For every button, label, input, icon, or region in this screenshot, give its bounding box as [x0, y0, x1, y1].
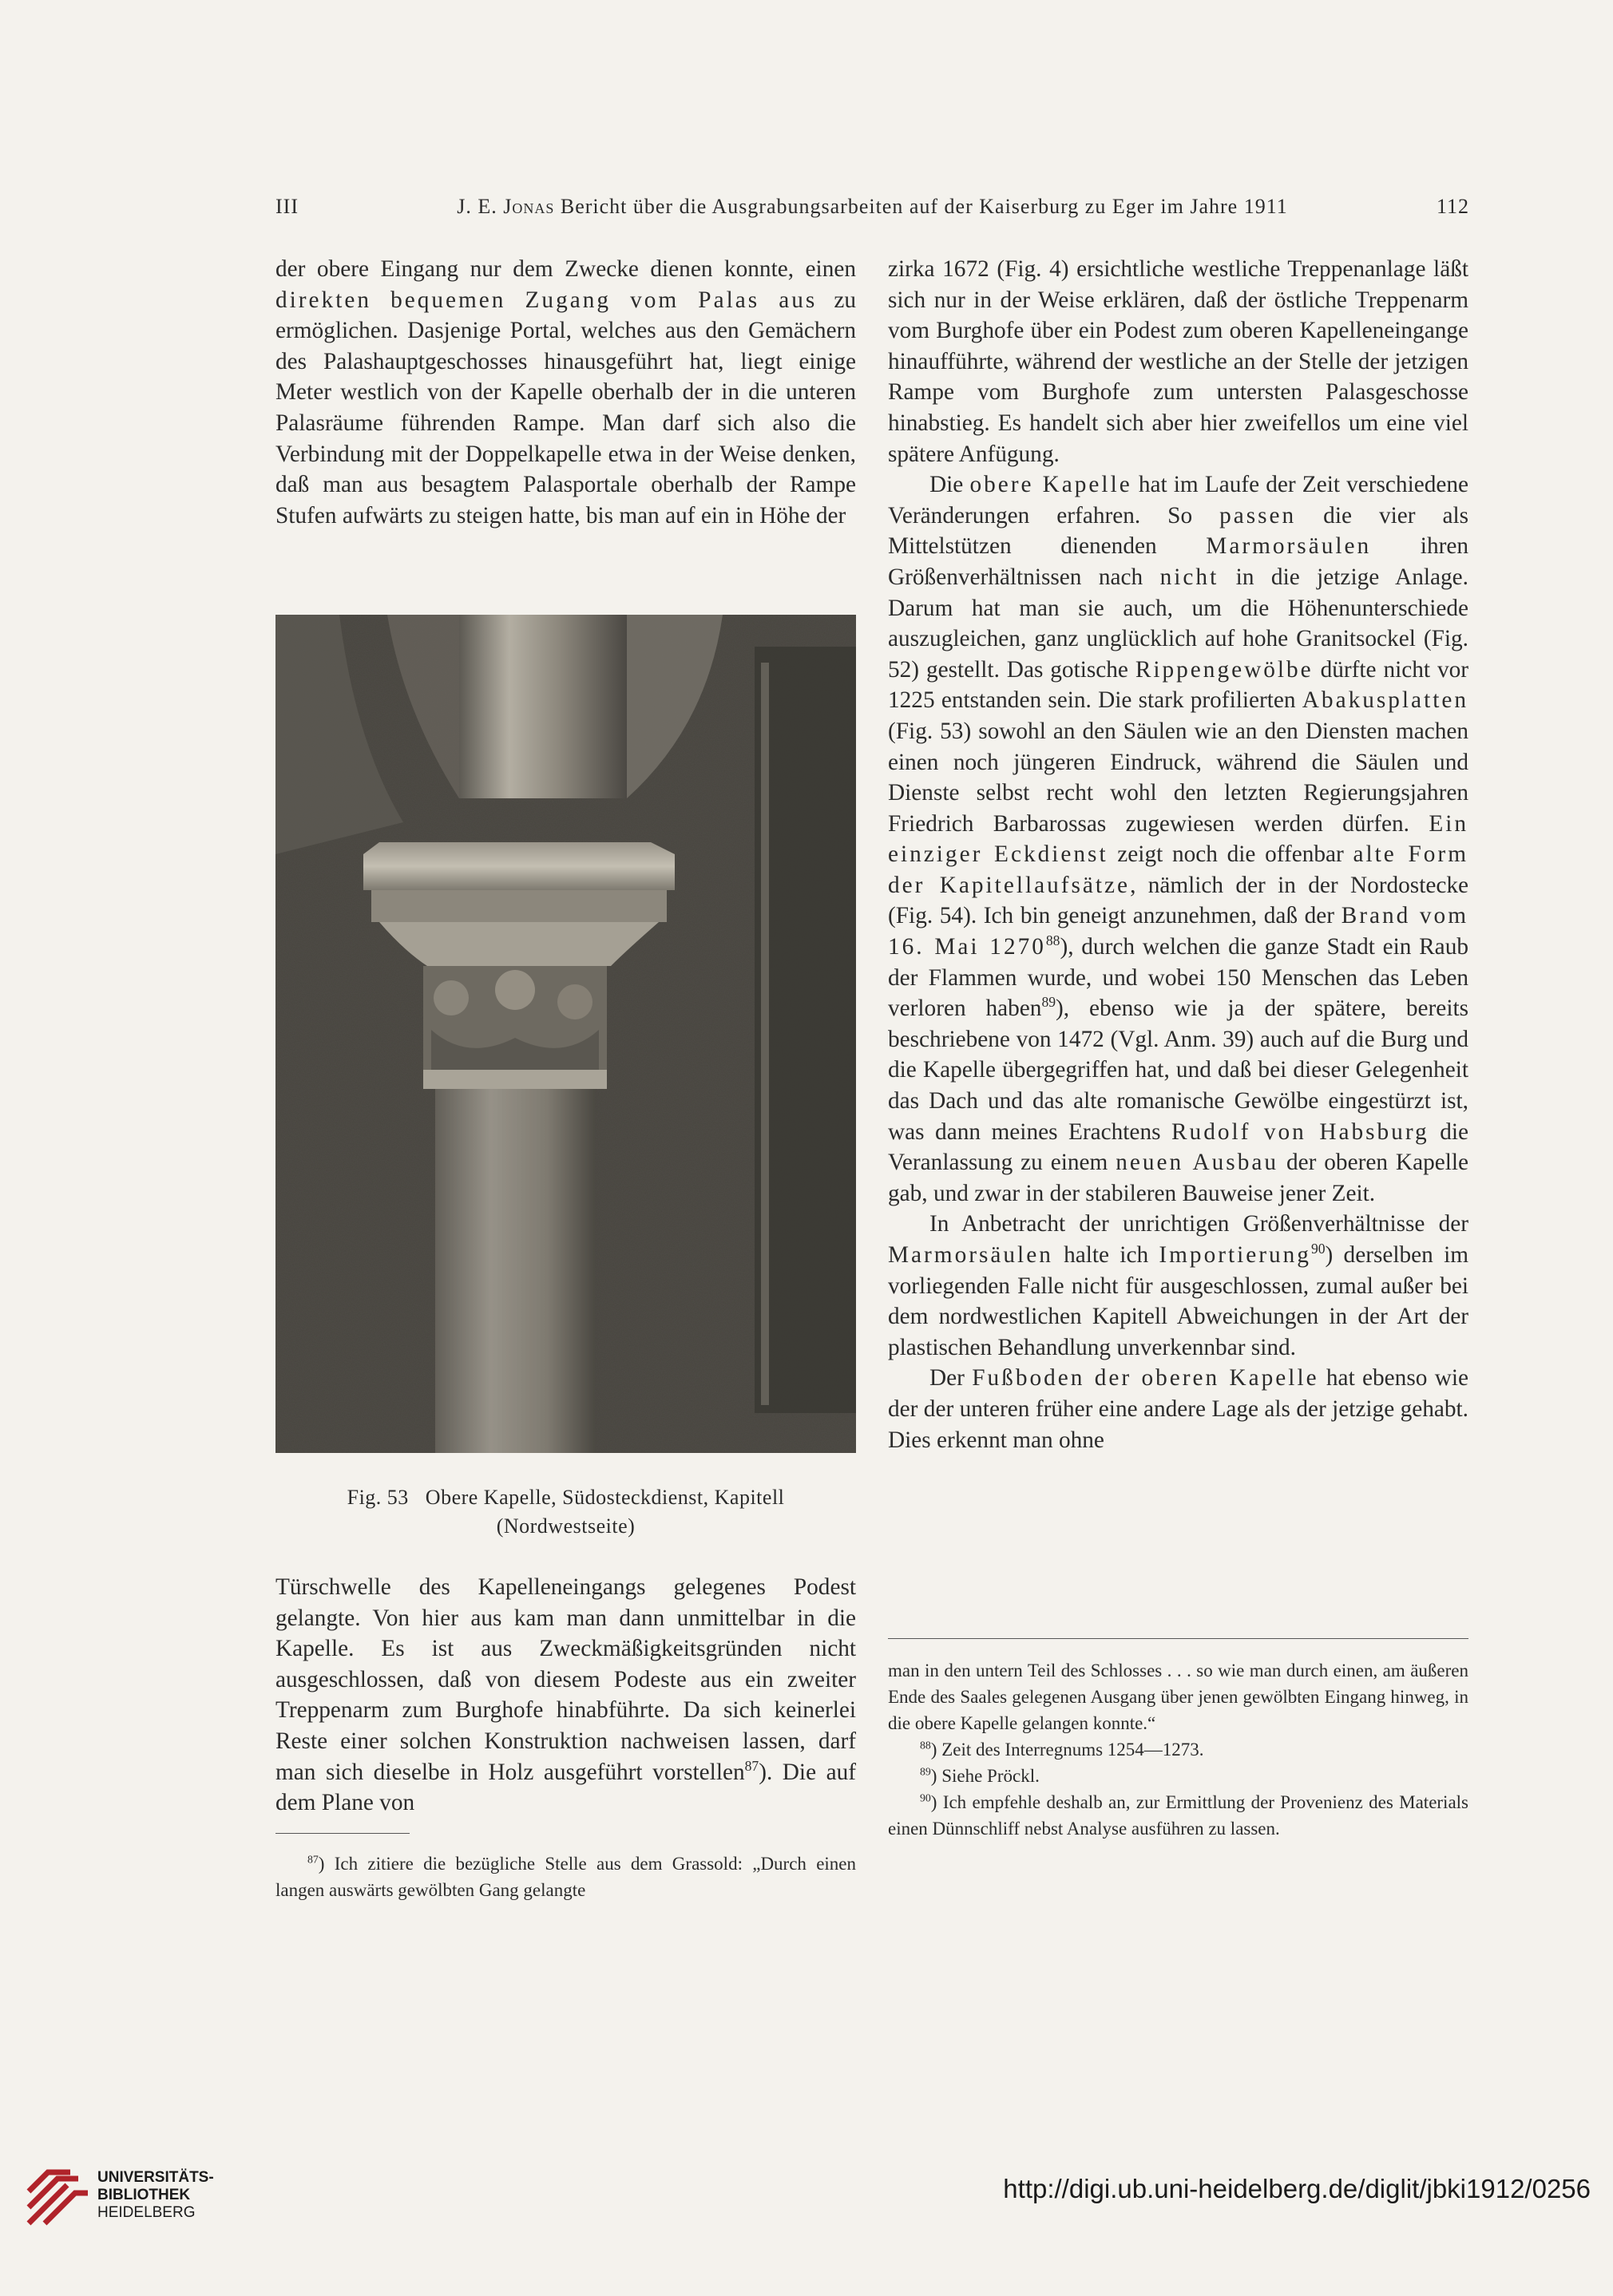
text-run: Türschwelle des Kapelleneingangs gelegenes Podest gelangte. Von hier aus kam man dann unmittelbar in die Kapelle. Es ist aus Zweckmäßigkeitsgründen nicht ausgeschlossen, daß von diesem Podeste aus ein zweiter Treppenarm zum Burghofe hinabführte. Da sich keinerlei Reste einer solchen Konstruktion nachweisen lassen, darf man sich dieselbe in Holz ausgeführt vorstellen [275, 1574, 856, 1785]
page-number-left: III [275, 195, 299, 218]
library-name-line-2: BIBLIOTHEK [97, 2187, 191, 2203]
footnote-88 [888, 1736, 1468, 1763]
library-name-line-1: UNIVERSITÄTS- [97, 2169, 214, 2186]
spaced-emphasis: Marmorsäulen [888, 1242, 1053, 1268]
source-url-link[interactable]: http://digi.ub.uni-heidelberg.de/diglit/jbki1912/0256 [1003, 2174, 1591, 2203]
footnote-ref-90: 90 [1310, 1241, 1326, 1257]
column-capital-photo-illustration [275, 615, 856, 1453]
footnote-ref-88: 88 [1045, 932, 1060, 949]
text-run: ihren Größenverhältnissen nach [888, 533, 1468, 590]
left-paragraph-1 [275, 254, 856, 531]
spaced-emphasis: direkten bequemen Zugang vom Palas aus [275, 287, 818, 313]
page-header [275, 195, 1469, 227]
text-run: ), durch welchen die ganze Stadt ein Raub der Flammen wurde, und wobei 150 Menschen das Leben verloren haben [888, 934, 1468, 1022]
footnote-ref-89: 89 [1041, 994, 1056, 1011]
running-title [395, 195, 1349, 219]
text-run: zeigt noch die offenbar [1108, 841, 1353, 868]
spaced-emphasis: passen [1219, 502, 1297, 528]
figure-53 [275, 615, 856, 1453]
spaced-emphasis: Importierung [1159, 1242, 1311, 1268]
footnote-text: ) Siehe Pröckl. [930, 1766, 1040, 1786]
footnote-number: 89 [920, 1765, 931, 1778]
library-name-line-3: HEIDELBERG [97, 2204, 196, 2221]
text-run: der oberen Kapelle gab, und zwar in der stabileren Bauweise jener Zeit. [888, 1150, 1469, 1206]
left-column-continued [275, 1572, 856, 1819]
right-paragraph-1: zirka 1672 (Fig. 4) ersichtliche westliche Treppenanlage läßt sich nur in der Weise erklären, daß der östliche Treppenarm vom Burghofe über ein Podest zum oberen Kapelleneingange hinaufführte, während der westliche an der Stelle der jetzigen Rampe vom Burghofe zum untersten Palasgeschosse hinabstieg. Es handelt sich aber hier zweifellos um eine viel spätere Anfügung. [888, 256, 1468, 467]
figure-caption-line-2: (Nordwestseite) [496, 1514, 636, 1538]
library-logo-graphic [22, 2159, 93, 2230]
text-run: halte ich [1052, 1242, 1159, 1268]
figure-caption [275, 1483, 856, 1541]
spaced-emphasis: Marmorsäulen [1206, 533, 1372, 560]
right-paragraph-4 [888, 1363, 1468, 1455]
left-paragraph-2 [275, 1572, 856, 1819]
spaced-emphasis: Fußboden der oberen Kapelle [972, 1365, 1319, 1391]
right-paragraph-2 [888, 469, 1468, 1209]
spaced-emphasis: nicht [1159, 564, 1219, 590]
spaced-emphasis: Ein einziger Eckdienst [888, 810, 1468, 868]
footnote-rule-right [888, 1638, 1468, 1639]
right-column [888, 254, 1468, 1455]
text-run: , nämlich der in der Nordostecke (Fig. 54). Ich bin geneigt anzunehmen, daß der [888, 872, 1469, 929]
spaced-emphasis: Rudolf von Habsburg [1171, 1118, 1429, 1145]
text-run: der obere Eingang nur dem Zwecke dienen konnte, einen [275, 256, 856, 282]
text-run: In Anbetracht der unrichtigen Größenverhältnisse der [929, 1211, 1468, 1237]
text-run: die vier als Mittelstützen dienenden [888, 502, 1469, 560]
footnotes-left [275, 1851, 856, 1903]
page-number-right: 112 [1436, 195, 1469, 218]
left-column [275, 254, 856, 531]
footnote-number: 90 [920, 1791, 931, 1804]
text-run: Der [929, 1365, 973, 1391]
footnotes-right [888, 1657, 1468, 1842]
text-run: in die jetzige Anlage. Darum hat man sie auch, um die Höhenunterschiede auszugleichen, ganz unglücklich auf hohe Granitsockel (Fig. 52) gestellt. Das gotische [888, 564, 1468, 683]
footnote-87-continued: man in den untern Teil des Schlosses . . . so wie man durch einen, am äußeren Ende des Saales gelegenen Ausgang über jenen gewölbten Eingang hinweg, in die obere Kapelle gelangen konnte.“ [888, 1661, 1468, 1733]
figure-photo-column-capital [275, 615, 856, 1453]
footnote-89 [888, 1763, 1468, 1789]
spaced-emphasis: alte Form der Kapitellaufsätze [888, 841, 1468, 898]
text-run: dürfte nicht vor 1225 entstanden sein. Die stark profilierten [888, 656, 1469, 714]
text-run: ). Die auf dem Plane von [275, 1759, 856, 1816]
footnote-rule-left [275, 1833, 410, 1834]
library-logo-icon[interactable] [22, 2159, 93, 2230]
spaced-emphasis: Rippengewölbe [1135, 656, 1314, 683]
text-run: zu ermöglichen. Dasjenige Portal, welches aus den Gemächern des Palashauptgeschosses hinausgeführt hat, liegt einige Meter westlich von der Kapelle oberhalb der in die unteren Palasräume führenden Rampe. Man darf sich also die Verbindung mit der Doppelkapelle etwa in der Weise denken, daß man aus besagtem Palasportale oberhalb der Rampe Stufen aufwärts zu steigen hatte, bis man auf ein in Höhe der [275, 287, 856, 528]
running-title-author: J. E. Jonas [457, 195, 555, 218]
text-run: die Veranlassung zu einem [888, 1118, 1469, 1176]
text-run: Die [929, 472, 970, 498]
footnote-90 [888, 1789, 1468, 1842]
spaced-emphasis: neuen Ausbau [1116, 1150, 1279, 1176]
footnote-text: ) Ich empfehle deshalb an, zur Ermittlung der Provenienz des Materials einen Dünnschliff nebst Analyse ausführen zu lassen. [888, 1792, 1468, 1839]
running-title-text: Bericht über die Ausgrabungsarbeiten auf der Kaiserburg zu Eger im Jahre 1911 [560, 195, 1288, 218]
right-paragraph-3 [888, 1209, 1468, 1363]
figure-caption-line-1: Fig. 53 Obere Kapelle, Südosteckdienst, Kapitell [347, 1486, 785, 1509]
spaced-emphasis: Brand vom 16. Mai 1270 [888, 903, 1468, 960]
footnote-87 [275, 1851, 856, 1903]
text-run: hat im Laufe der Zeit verschiedene Veränderungen erfahren. So [888, 472, 1469, 528]
text-run: ), ebenso wie ja der spätere, bereits beschriebene von 1472 (Vgl. Anm. 39) auch auf die Burg und die Kapelle übergegriffen hat, und daß bei dieser Gelegenheit das Dach und das alte romanische Gewölbe eingestürzt ist, was dann meines Erachtens [888, 996, 1468, 1145]
text-run: hat ebenso wie der der unteren früher eine andere Lage als der jetzige gehabt. Dies erkennt man ohne [888, 1365, 1468, 1453]
text-run: (Fig. 53) sowohl an den Säulen wie an den Diensten machen einen noch jüngeren Eindruck, während die Säulen und Dienste selbst recht wohl den letzten Regierungsjahren Friedrich Barbarossas zugewiesen werden dürfen. [888, 718, 1468, 837]
text-run: ) derselben im vorliegenden Falle nicht für ausgeschlossen, zumal außer bei dem nordwestlichen Kapitell Abweichungen in der Art der plastischen Behandlung unverkennbar sind. [888, 1242, 1469, 1360]
spaced-emphasis: Abakusplatten [1302, 687, 1468, 714]
footnote-number: 87 [307, 1853, 319, 1866]
footnote-text: ) Zeit des Interregnums 1254—1273. [930, 1740, 1204, 1760]
footnote-ref-87: 87 [744, 1757, 759, 1774]
spaced-emphasis: obere Kapelle [969, 472, 1132, 498]
library-name[interactable] [97, 2169, 214, 2222]
footnote-text: ) Ich zitiere die bezügliche Stelle aus dem Grassold: „Durch einen langen auswärts gewölbten Gang gelangte [275, 1854, 856, 1900]
footnote-number: 88 [920, 1739, 931, 1752]
